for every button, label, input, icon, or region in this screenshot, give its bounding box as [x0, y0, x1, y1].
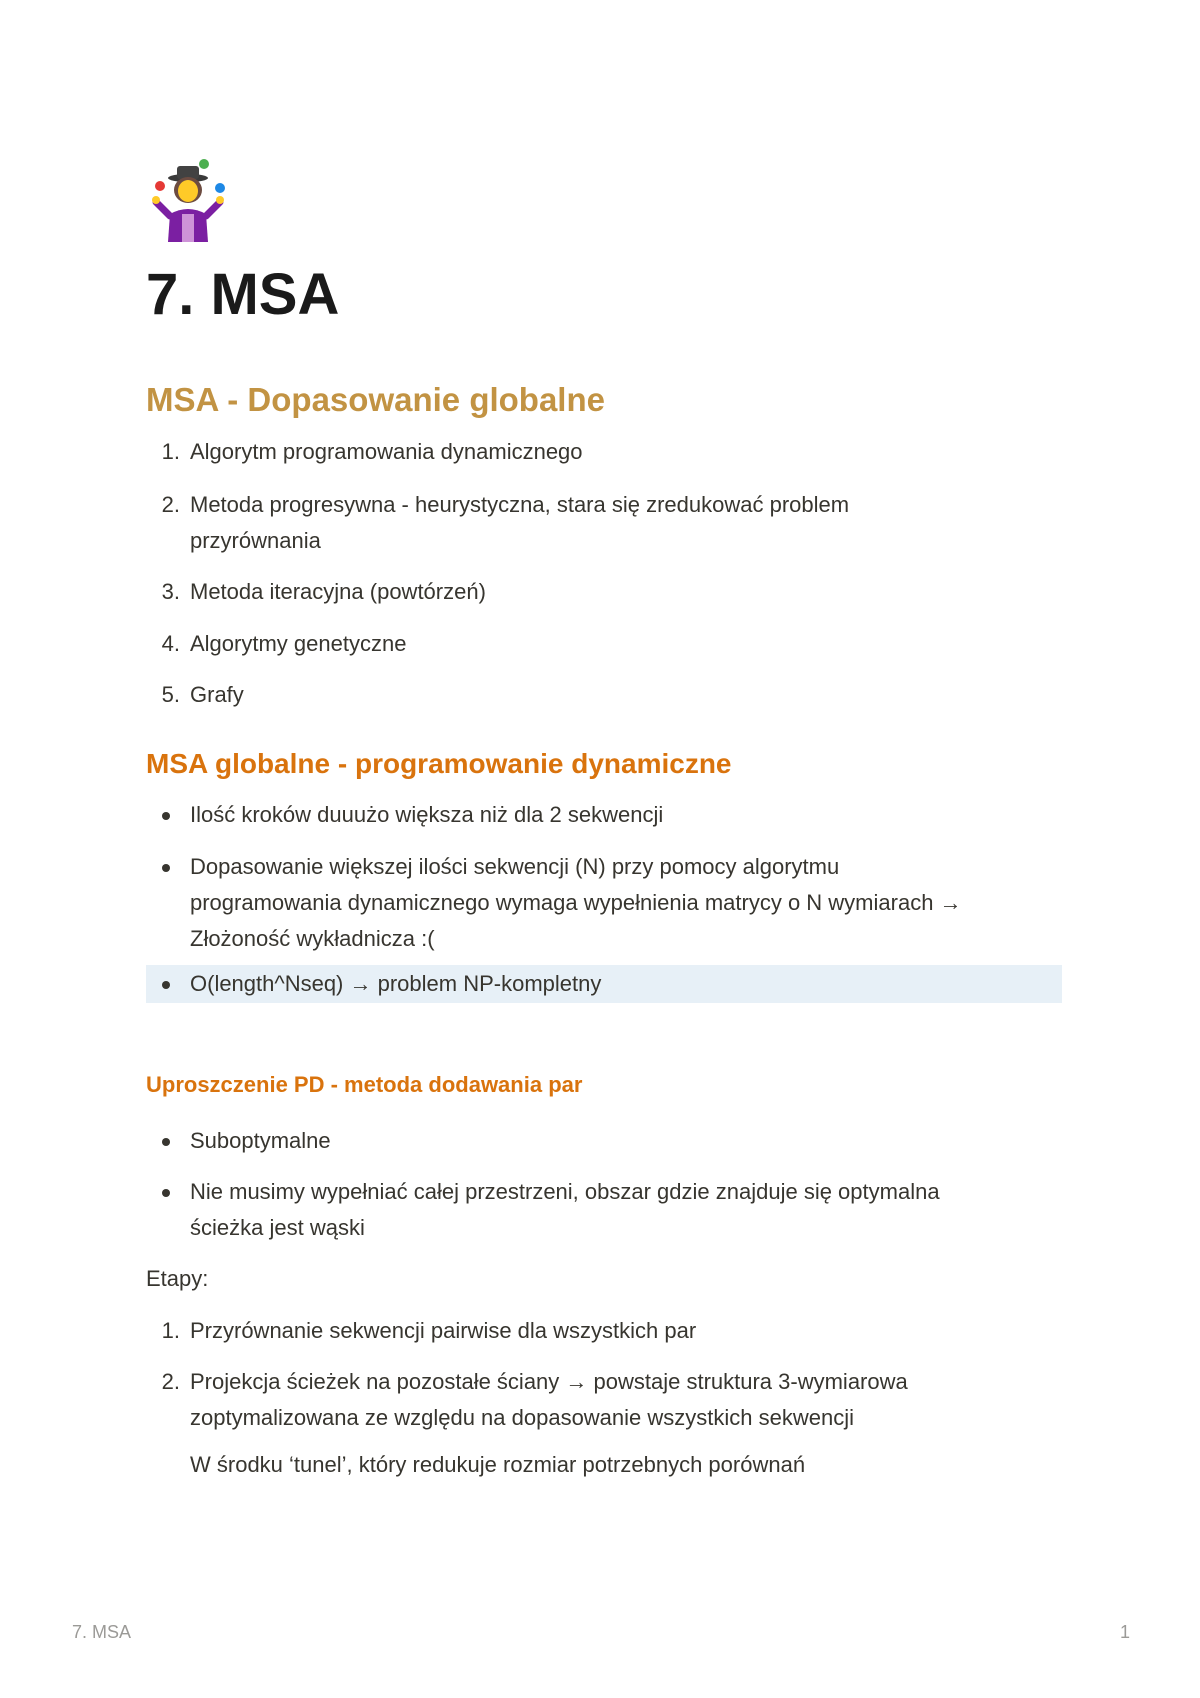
stages-label: Etapy: — [146, 1266, 209, 1291]
list-item-text: Grafy — [190, 682, 244, 707]
list-item-text: Ilość kroków duuużo większa niż dla 2 sekwencji — [190, 802, 664, 827]
list-number: 5. — [161, 682, 180, 707]
list-number: 4. — [161, 631, 180, 656]
footer-page-number: 1 — [1119, 1622, 1130, 1642]
page-title: 7. MSA — [146, 262, 340, 327]
list-number: 1. — [161, 439, 180, 464]
list-item-text: Metoda progresywna - heurystyczna, stara się zredukować problem — [190, 492, 850, 517]
bullet-icon — [162, 1138, 170, 1146]
list-item-text: przyrównania — [190, 528, 321, 553]
list-item-text: Suboptymalne — [190, 1128, 331, 1153]
list-item-text: Nie musimy wypełniać całej przestrzeni, obszar gdzie znajduje się optymalna — [190, 1179, 940, 1204]
list-item-text: Przyrównanie sekwencji pairwise dla wszystkich par — [190, 1318, 697, 1343]
list-item-text: Algorytmy genetyczne — [190, 631, 407, 656]
bullet-icon — [162, 864, 170, 872]
bullet-icon — [162, 981, 170, 989]
list-item-text: W środku ‘tunel’, który redukuje rozmiar potrzebnych porównań — [190, 1452, 806, 1477]
list-item-text: programowania dynamicznego wymaga wypełnienia matrycy o N wymiarach → — [190, 890, 962, 915]
list-item-text: Złożoność wykładnicza :( — [190, 926, 435, 951]
list-number: 1. — [161, 1318, 180, 1343]
list-item-text: Metoda iteracyjna (powtórzeń) — [190, 579, 486, 604]
list-number: 2. — [161, 492, 180, 517]
list-item-text: ścieżka jest wąski — [190, 1215, 365, 1240]
list-item-text: Dopasowanie większej ilości sekwencji (N) przy pomocy algorytmu — [190, 854, 840, 879]
list-item-text: Projekcja ścieżek na pozostałe ściany → powstaje struktura 3-wymiarowa — [190, 1369, 908, 1394]
section-heading-metoda-dodawania-par: Uproszczenie PD - metoda dodawania par — [146, 1072, 583, 1097]
footer-doc-title: 7. MSA — [72, 1622, 132, 1642]
list-item-text: Algorytm programowania dynamicznego — [190, 439, 583, 464]
list-item-text: zoptymalizowana ze względu na dopasowanie wszystkich sekwencji — [190, 1405, 854, 1430]
section-heading-dopasowanie-globalne: MSA - Dopasowanie globalne — [146, 381, 605, 418]
list-number: 3. — [161, 579, 180, 604]
list-number: 2. — [161, 1369, 180, 1394]
list-item-text: O(length^Nseq) → problem NP-kompletny — [190, 971, 602, 996]
bullet-icon — [162, 1189, 170, 1197]
section-heading-programowanie-dynamiczne: MSA globalne - programowanie dynamiczne — [146, 748, 732, 779]
woman-juggling-icon — [146, 158, 230, 242]
bullet-icon — [162, 812, 170, 820]
